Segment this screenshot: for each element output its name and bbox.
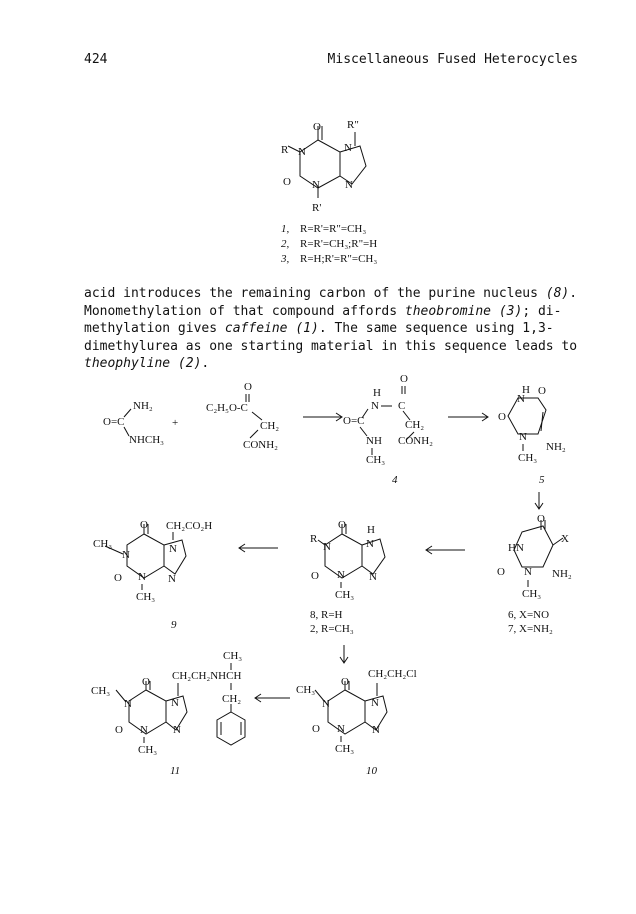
ester-reagent [206,381,279,451]
svg-text:N: N [169,543,177,555]
label-11: 11 [170,765,181,777]
svg-text:N: N [323,541,331,553]
svg-text:6, X=NO: 6, X=NO [508,609,550,621]
arrow-1 [303,413,342,421]
compound-10 [296,668,417,777]
svg-text:O: O [497,566,505,578]
svg-text:O: O [244,381,252,393]
compound-9 [93,519,212,631]
svg-text:NH₂: NH₂ [546,441,566,453]
svg-text:CH₂: CH₂ [222,693,242,705]
svg-text:8, R=H: 8, R=H [310,609,343,621]
svg-text:CH₃: CH₃ [296,684,316,696]
svg-text:X: X [561,533,569,545]
label-10: 10 [366,765,377,777]
svg-text:O=C: O=C [343,415,365,427]
svg-text:C: C [398,400,406,412]
svg-text:N: N [122,549,130,561]
page-number: 424 [84,52,108,67]
legend-3-text: R=H;R'=R"=CH₃ [300,253,378,265]
top-purine-structure [280,119,377,265]
svg-text:CONH₂: CONH₂ [243,439,279,451]
legend-2-text: R=R'=CH₃;R"=H [300,238,378,250]
top-rp: R' [312,202,322,214]
svg-text:N: N [140,724,148,736]
svg-text:O: O [498,411,506,423]
top-n9: N [345,179,353,191]
svg-text:CH₂: CH₂ [260,420,280,432]
compound-5 [498,384,566,486]
svg-text:N: N [524,566,532,578]
compound-11 [91,650,245,777]
svg-text:N: N [173,724,181,736]
svg-text:O: O [142,676,150,688]
svg-text:N: N [322,698,330,710]
svg-text:R: R [310,533,318,545]
svg-text:NH₂: NH₂ [133,400,153,412]
svg-text:N: N [366,538,374,550]
svg-text:N: N [519,431,527,443]
svg-text:CH₃: CH₃ [223,650,243,662]
legend-1-text: R=R'=R"=CH₃ [300,223,367,235]
arrow-left-3 [255,694,290,702]
svg-text:CH₃: CH₃ [335,589,355,601]
svg-text:N: N [372,724,380,736]
svg-text:CH₃: CH₃ [366,454,386,466]
svg-text:O: O [400,373,408,385]
svg-text:N: N [124,698,132,710]
svg-text:CH₃: CH₃ [136,591,156,603]
svg-text:N: N [337,723,345,735]
svg-text:HN: HN [508,542,524,554]
arrow-down-2 [340,645,348,663]
arrow-left-1 [426,546,465,554]
svg-text:CH₃: CH₃ [91,685,111,697]
svg-text:N: N [168,573,176,585]
svg-text:O=C: O=C [103,416,125,428]
label-9: 9 [171,619,177,631]
top-o2: O [283,176,291,188]
top-r: R [281,144,289,156]
svg-text:H: H [522,384,530,396]
svg-text:H: H [373,387,381,399]
svg-text:O: O [538,385,546,397]
arrow-2 [448,413,488,421]
svg-text:N: N [171,697,179,709]
body-paragraph: acid introduces the remaining carbon of the purine nucleus (8). Monomethylation of that compound affords theobromine (3); di- methylation gives caffeine (1). The same sequence using 1,3- dimethylurea as one starting material in this sequence leads to theophyline (2). [84,286,578,371]
svg-text:O: O [537,513,545,525]
urea-reagent [103,400,164,446]
svg-text:O: O [341,676,349,688]
svg-text:NH: NH [366,435,382,447]
top-n3: N [312,179,320,191]
svg-text:NH₂: NH₂ [552,568,572,580]
svg-text:N: N [371,400,379,412]
svg-text:2, R=CH₃: 2, R=CH₃ [310,623,354,635]
svg-text:O: O [338,519,346,531]
svg-text:CONH₂: CONH₂ [398,435,434,447]
top-rpp: R" [347,119,359,131]
legend-2-num: 2, [281,238,290,250]
top-n7: N [344,142,352,154]
svg-text:CH₂CH₂NHCH: CH₂CH₂NHCH [172,670,242,682]
label-4: 4 [392,474,398,486]
svg-text:CH₃: CH₃ [138,744,158,756]
svg-text:N: N [138,571,146,583]
svg-text:7, X=NH₂: 7, X=NH₂ [508,623,553,635]
svg-text:CH₃: CH₃ [93,538,113,550]
label-5: 5 [539,474,545,486]
top-n1: N [298,146,306,158]
arrow-down-1 [535,492,543,509]
svg-text:CH₂CO₂H: CH₂CO₂H [166,520,213,532]
legend-1-num: 1, [281,223,290,235]
compound-4 [343,373,433,486]
running-head: Miscellaneous Fused Heterocycles [327,52,578,67]
plus-sign: + [172,417,179,429]
svg-text:CH₃: CH₃ [522,588,542,600]
svg-text:CH₃: CH₃ [335,743,355,755]
svg-text:O: O [115,724,123,736]
top-o: O [313,121,321,133]
arrow-left-2 [239,544,278,552]
svg-text:O: O [311,570,319,582]
compound-8 [310,519,385,635]
legend-3-num: 3, [281,253,290,265]
svg-text:O: O [312,723,320,735]
svg-text:O: O [140,519,148,531]
compound-6-7 [497,513,572,635]
svg-text:N: N [517,393,525,405]
svg-text:H: H [367,524,375,536]
svg-text:NHCH₃: NHCH₃ [129,434,165,446]
svg-text:C₂H₅O-C: C₂H₅O-C [206,402,248,414]
svg-text:O: O [114,572,122,584]
svg-text:N: N [337,569,345,581]
svg-text:CH₂: CH₂ [405,419,425,431]
svg-text:CH₂CH₂Cl: CH₂CH₂Cl [368,668,417,680]
svg-text:CH₃: CH₃ [518,452,538,464]
svg-text:N: N [369,571,377,583]
svg-text:N: N [371,697,379,709]
